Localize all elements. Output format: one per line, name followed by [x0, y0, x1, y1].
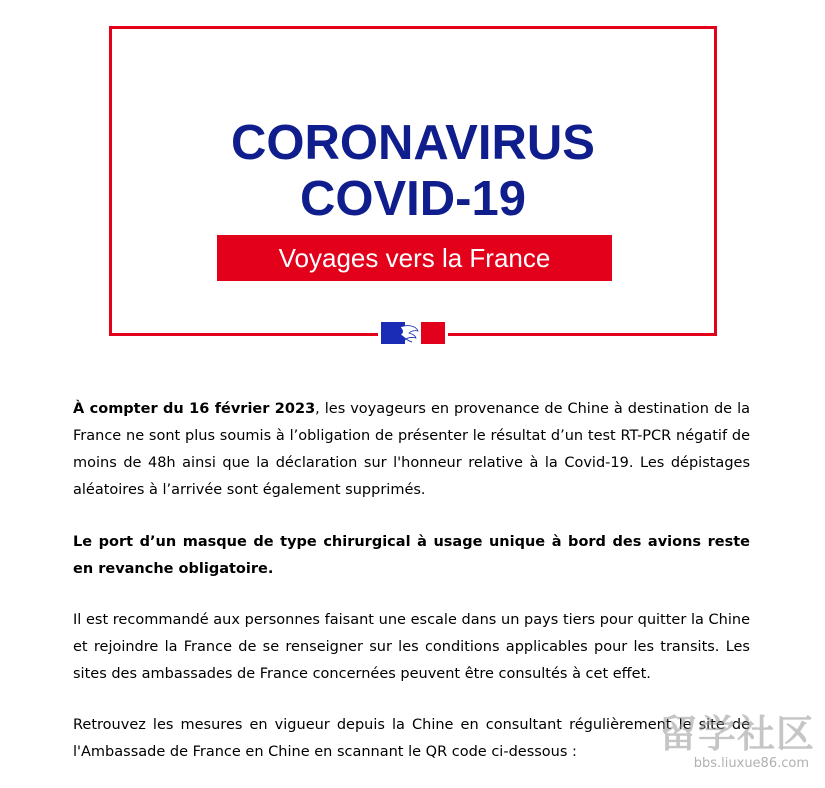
paragraph-embassy-qr: Retrouvez les mesures en vigueur depuis la Chine en consultant régulièrement le site de l'Ambassade de France en Chine en scannant le QR code ci-dessous : [73, 717, 750, 760]
banner-title-line1: CORONAVIRUS [231, 116, 595, 170]
paragraph-mask-rule: Le port d’un masque de type chirurgical à usage unique à bord des avions reste en revanche obligatoire. [73, 534, 750, 577]
marianne-flag-logo-icon [378, 320, 448, 346]
paragraph-entry-rules [73, 396, 750, 504]
watermark-title: 留学社区 [658, 712, 815, 756]
watermark-url: bbs.liuxue86.com [693, 756, 809, 771]
paragraph-transit-advice: Il est recommandé aux personnes faisant une escale dans un pays tiers pour quitter la Chine et rejoindre la France de se renseigner sur les conditions applicables pour les transits. Les sites des ambassades de France concernées peuvent être consultés à cet effet. [73, 612, 750, 682]
banner-subtitle: Voyages vers la France [217, 235, 612, 281]
covid-banner [109, 26, 717, 336]
effective-date: À compter du 16 février 2023 [73, 401, 316, 417]
entry-rules-text: , les voyageurs en provenance de Chine à destination de la France ne sont plus soumis à l’obligation de présenter le résultat d’un test RT-PCR négatif de moins de 48h ainsi que la déclaration sur l'honneur relative à la Covid-19. Les dépistages aléatoires à l’arrivée sont également supprimés. [73, 401, 750, 498]
banner-title-line2: COVID-19 [299, 172, 526, 226]
